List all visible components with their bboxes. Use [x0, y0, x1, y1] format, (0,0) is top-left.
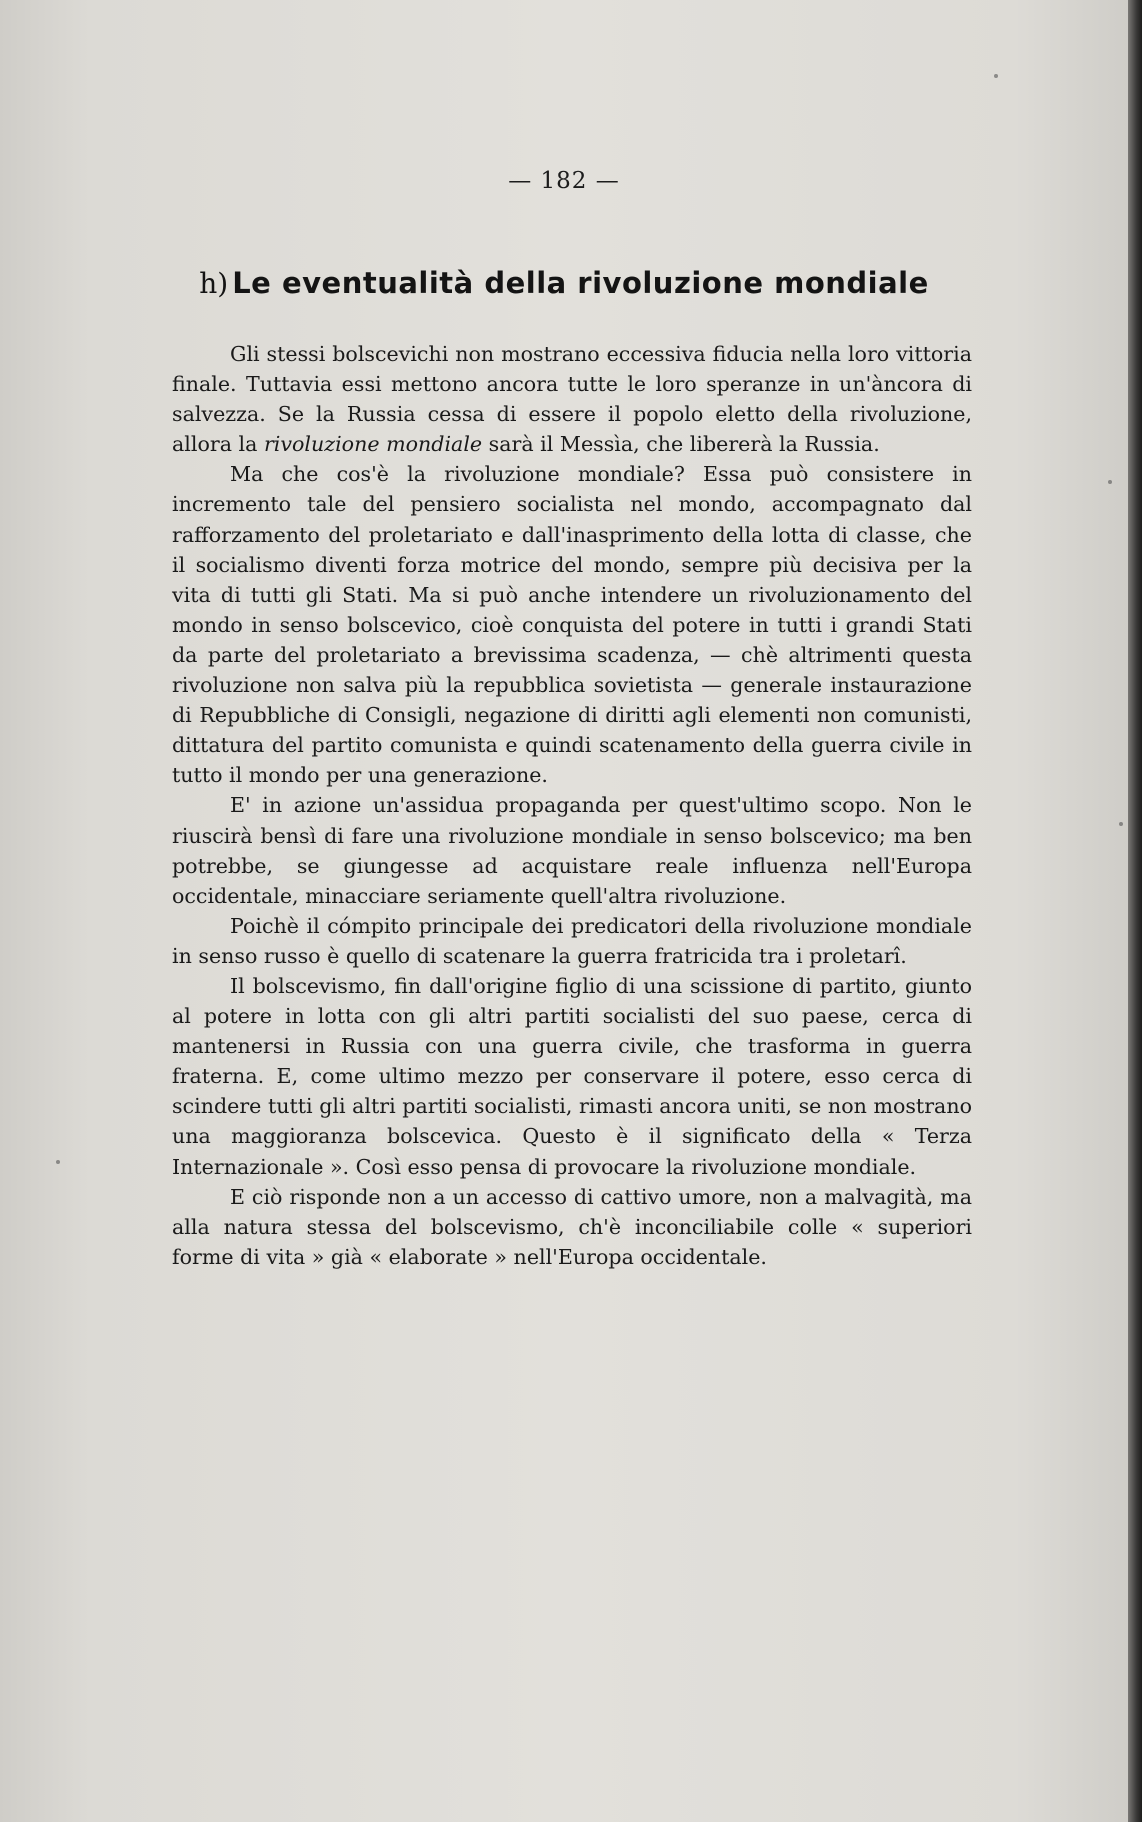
- paragraph-2: Ma che cos'è la rivoluzione mondiale? Essa può consistere in incremento tale del pensiero socialista nel mondo, accompagnato dal rafforzamento del proletariato e dall'inasprimento della lotta di classe, che il socialismo diventi forza motrice del mondo, sempre più decisiva per la vita di tutti gli Stati. Ma si può anche intendere un rivoluzionamento del mondo in senso bolscevico, cioè conquista del potere in tutti i grandi Stati da parte del proletariato a brevissima scadenza, — chè altrimenti questa rivoluzione non salva più la repubblica sovietista — generale instaurazione di Repubbliche di Consigli, negazione di diritti agli elementi non comunisti, dittatura del partito comunista e quindi scatenamento della guerra civile in tutto il mondo per una generazione.: [172, 462, 972, 788]
- paper-speck: [1119, 822, 1123, 826]
- paragraph-1-emphasis: rivoluzione mondiale: [263, 432, 483, 457]
- paper-speck: [1108, 480, 1112, 484]
- section-title: Le eventualità della rivoluzione mondiale: [232, 266, 929, 300]
- paragraph-6: E ciò risponde non a un accesso di cattivo umore, non a malvagità, ma alla natura stessa del bolscevismo, ch'è inconciliabile colle « superiori forme di vita » già « elaborate » nell'Europa occidentale.: [172, 1184, 972, 1269]
- paper-speck: [56, 1160, 60, 1164]
- paragraph-1-text-before: Gli stessi bolscevichi non mostrano eccessiva fiducia nella loro vittoria finale. Tuttavia essi mettono ancora tutte le loro speranze in un'àncora di salvezza. Se la Russia cessa di essere il popolo eletto della rivoluzione, allora la: [172, 342, 972, 457]
- page-number: — 182 —: [508, 168, 620, 194]
- page-edge-shadow: [1128, 0, 1142, 1822]
- paper-speck: [994, 74, 998, 78]
- paragraph-3: E' in azione un'assidua propaganda per quest'ultimo scopo. Non le riuscirà bensì di fare una rivoluzione mondiale in senso bolscevico; ma ben potrebbe, se giungesse ad acquistare reale influenza nell'Europa occidentale, minacciare seriamente quell'altra rivoluzione.: [172, 793, 972, 908]
- paragraph-5: Il bolscevismo, fin dall'origine figlio di una scissione di partito, giunto al potere in lotta con gli altri partiti socialisti del suo paese, cerca di mantenersi in Russia con una guerra civile, che trasforma in guerra fraterna. E, come ultimo mezzo per conservare il potere, esso cerca di scindere tutti gli altri partiti socialisti, rimasti ancora uniti, se non mostrano una maggioranza bolscevica. Questo è il significato della « Terza Internazionale ». Così esso pensa di provocare la rivoluzione mondiale.: [172, 973, 972, 1179]
- section-letter: h): [199, 267, 229, 300]
- body-text: [172, 339, 972, 1272]
- paragraph-1: [172, 339, 972, 459]
- paragraph-1-text-after: sarà il Messìa, che libererà la Russia.: [482, 432, 880, 457]
- paragraph-4: Poichè il cómpito principale dei predicatori della rivoluzione mondiale in senso russo è quello di scatenare la guerra fratricida tra i proletarî.: [172, 913, 972, 968]
- section-heading: [0, 266, 1128, 300]
